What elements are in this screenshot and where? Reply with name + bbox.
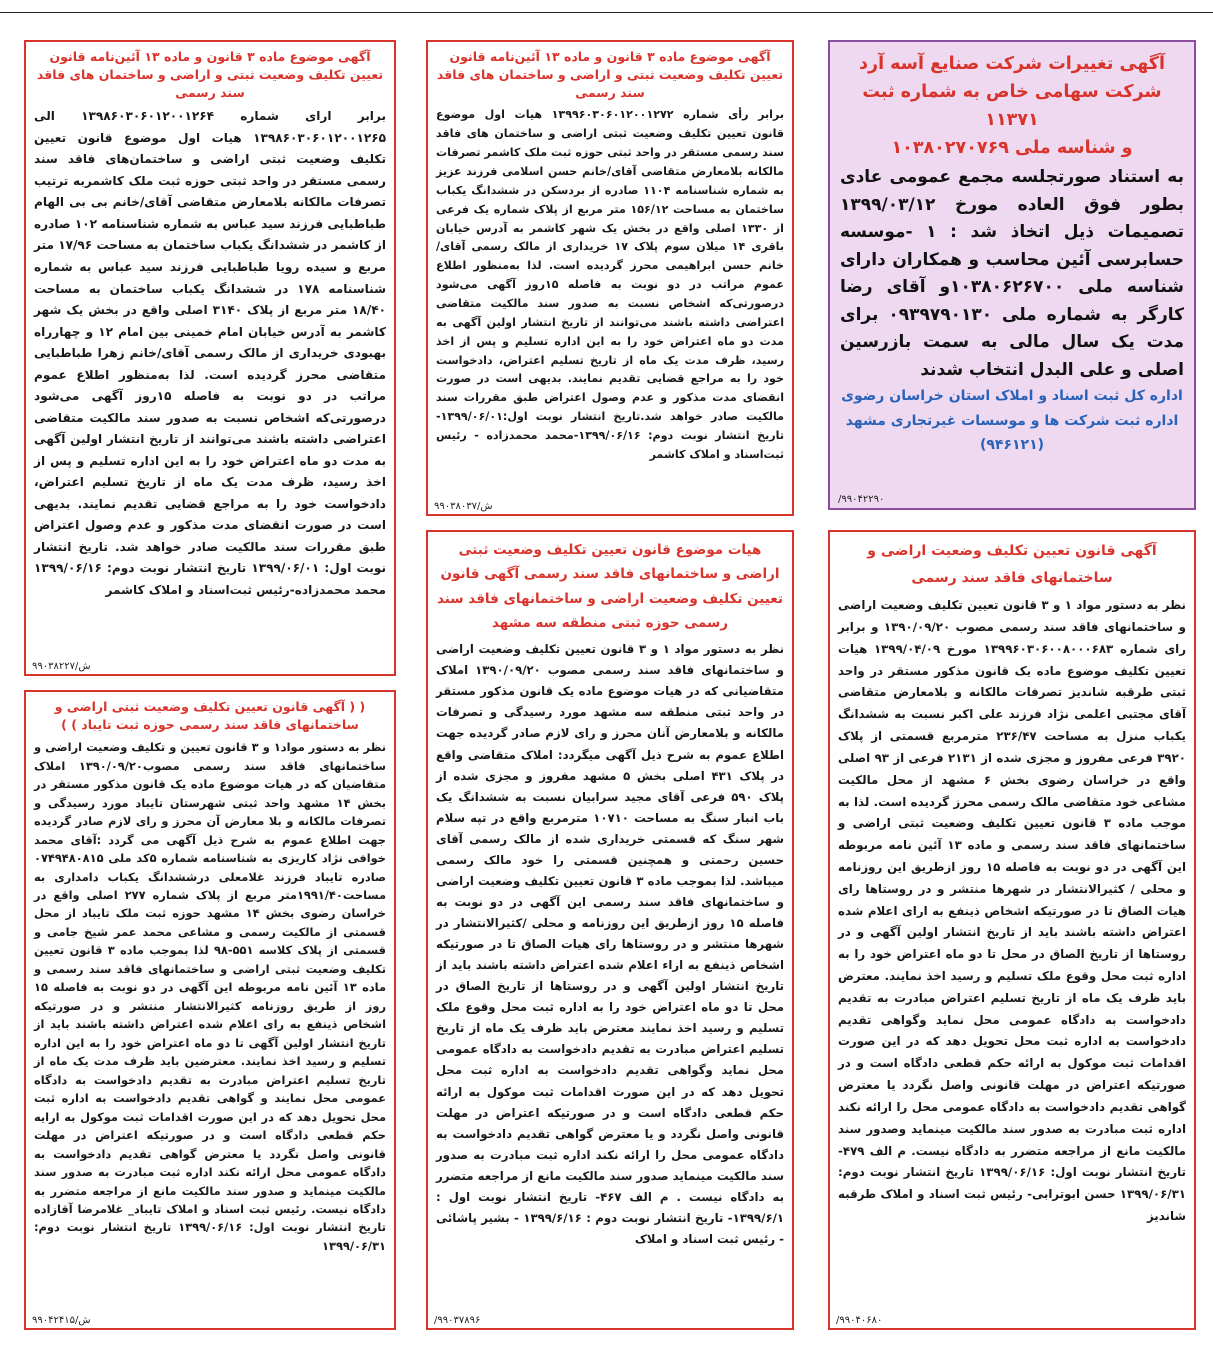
ad-taybad <box>24 690 396 1330</box>
ad-torghabeh-title: آگهی قانون تعیین تکلیف وضعیت اراضی و ساختمانهای فاقد سند رسمی <box>867 543 1157 586</box>
ad-company-change-footer-3: (۹۴۶۱۲۱) <box>979 437 1045 454</box>
ad-kashmar-double-title: آگهی موضوع ماده ۳ قانون و ماده ۱۳ آئین‌نامه قانون تعیین تکلیف وضعیت ثبتی و اراضی و ساختمان های فاقد سند رسمی <box>36 49 384 101</box>
ad-company-change <box>828 40 1196 510</box>
ad-company-change-body: به استناد صورتجلسه مجمع عمومی عادی بطور فوق العاده مورخ ۱۳۹۹/۰۳/۱۲ تصمیمات ذیل اتخاذ شد : ۱ -موسسه حسابرسی آئین محاسب و همکاران دارای شناسه ملی ۱۰۳۸۰۶۲۶۷۰۰و آقای رضا کارگر به شماره ملی ۰۹۳۹۷۹۰۱۳۰ برای مدت یک سال مالی به سمت بازرسین اصلی و علی البدل انتخاب شدند <box>840 167 1184 380</box>
ad-torghabeh-body: نظر به دستور مواد ۱ و ۳ قانون تعیین تکلیف وضعیت اراضی و ساختمانهای فاقد سند رسمی مصوب ۱۳۹۰/۰۹/۲۰ و برابر رای شماره ۱۳۹۹۶۰۳۰۶۰۰۸۰۰۰۶۸۳ مورخ ۱۳۹۹/۰۴/۰۹ هیات تعیین تکلیف موضوع ماده یک قانون مذکور مستقر در واحد ثبتی طرقبه شاندیز تصرفات مالکانه و بلامعارض متقاضی آقای مجتبی اعلمی نژاد فرزند علی اکبر نسبت به ششدانگ یکباب منزل به مساحت ۲۳۶/۴۷ مترمربع قسمتی از پلاک ۳۹۲۰ فرعی مفروز و مجزی شده از ۲۱۳۱ فرعی از ۹۳ اصلی واقع در خراسان رضوی بخش ۶ مشهد از محل مالکیت مشاعی خود متقاضی مالک رسمی محرز گردیده است. لذا به موجب ماده ۳ قانون تعیین تکلیف وضعیت ثبتی اراضی و ساختمانهای فاقد سند رسمی و ماده ۱۳ آئین نامه مربوطه این آگهی در دو نوبت به فاصله ۱۵ روز ازطریق این روزنامه و محلی / کثیرالانتشار در شهرها منتشر و در روستاها رای هیات الصاق تا در صورتیکه اشخاص ذینفع به ارای اعلام شده اعتراض داشته باشند باید از تاریخ انتشار اولین آگهی و در روستاها از تاریخ الصاق در محل تا دو ماه اعتراض خود را به اداره ثبت محل وقوع ملک تسلیم و رسید اخذ نمایند. معترض باید ظرف یک ماه از تاریخ تسلیم اعتراض مبادرت به تقدیم دادخواست به دادگاه عمومی محل نماید وگواهی تقدیم دادخواست به اداره ثبت محل تحویل دهد که در این صورت اقدامات ثبت موکول به ارائه حکم قطعی دادگاه است و در صورتیکه اعتراض در مهلت قانونی واصل نگردد یا معترض گواهی تقدیم دادخواست به دادگاه عمومی محل را ارائه نکند اداره ثبت مبادرت به صدور سند مالکیت مینماید وصدور سند مالکیت مانع از مراجعه متضرر به دادگاه نیست. م الف ۴۷۹- تاریخ انتشار نوبت اول: ۱۳۹۹/۰۶/۱۶ تاریخ انتشار نوبت دوم: ۱۳۹۹/۰۶/۳۱ حسن ابوترابی- رئیس ثبت اسناد و املاک طرقبه شاندیز <box>838 598 1187 1223</box>
ad-company-change-footer-2: اداره ثبت شرکت ها و موسسات غیرتجاری مشهد <box>845 412 1179 429</box>
ad-company-change-title-2: شرکت سهامی خاص به شماره ثبت ۱۱۳۷۱ <box>862 82 1162 130</box>
ad-kashmar-double <box>24 40 396 676</box>
ad-kashmar-single-title: آگهی موضوع ماده ۳ قانون و ماده ۱۳ آئین‌نامه قانون تعیین تکلیف وضعیت ثبتی و اراضی و ساختمان های فاقد سند رسمی <box>436 49 784 101</box>
ad-taybad-code: ش/۹۹۰۴۲۴۱۵ <box>32 1315 91 1326</box>
ad-company-change-title-3: و شناسه ملی ۱۰۳۸۰۲۷۰۷۶۹ <box>891 138 1133 158</box>
ad-kashmar-single <box>426 40 794 516</box>
ad-torghabeh <box>828 530 1196 1330</box>
ad-kashmar-double-body: برابر ارای شماره ۱۳۹۸۶۰۳۰۶۰۱۲۰۰۱۲۶۴ الی ۱۳۹۸۶۰۳۰۶۰۱۲۰۰۱۲۶۵ هیات اول موضوع قانون تعیین تکلیف وضعیت ثبتی اراضی و ساختمان‌های فاقد سند رسمی مستقر در واحد ثبتی حوزه ثبت ملک کاشمربه ترتیب تصرفات مالکانه بلامعارض متقاضی آقای/خانم بی بی الهام طباطبایی فرزند سید عباس به شماره شناسنامه ۱۰۲ صادره از کاشمر در ششدانگ یکباب ساختمان به مساحت ۱۷/۹۶ متر مربع و سیده رویا طباطبایی فرزند سید عباس به شماره شناسنامه ۱۷۸ در ششدانگ یکباب ساختمان به مساحت ۱۸/۴۰ متر مربع از پلاک ۳۱۴۰ اصلی واقع در بخش یک شهر کاشمر به آدرس خیابان امام خمینی بین امام ۱۲ و چهارراه بهبودی خریداری از مالک رسمی آقای/خانم زهرا طباطبایی متقاضی محرز گردیده است. لذا به‌منظور اطلاع عموم مراتب در دو نوبت به فاصله ۱۵روز آگهی می‌شود درصورتی‌که اشخاص نسبت به صدور سند مالکیت متقاضی اعتراضی داشته باشند می‌توانند از تاریخ انتشار اولین آگهی به مدت دو ماه اعتراض خود را به این اداره تسلیم و پس از اخذ رسید، ظرف مدت یک ماه از تاریخ تسلیم اعتراض، دادخواست خود را به مراجع قضایی تقدیم نمایند. بدیهی است در صورت انقضای مدت مذکور و عدم وصول اعتراض طبق مقررات سند مالکیت صادر خواهد شد. تاریخ انتشار نوبت اول: ۱۳۹۹/۰۶/۰۱ تاریخ انتشار نوبت دوم: ۱۳۹۹/۰۶/۱۶ محمد محمدزاده-رئیس ثبت‌اسناد و املاک کاشمر <box>34 109 386 597</box>
ad-kashmar-single-code: ش/۹۹۰۳۸۰۳۷ <box>434 501 493 512</box>
ad-company-change-title-1: آگهی تغییرات شرکت صنایع آسه آرد <box>859 54 1165 74</box>
ad-mashhad-zone3-body: نظر به دستور مواد ۱ و ۳ قانون تعیین تکلیف وضعیت اراضی و ساختمانهای فاقد سند رسمی مصوب ۱۳۹۰/۰۹/۲۰ املاک متقاضیانی که در هیات موضوع ماده یک قانون مذکور مستقر در واحد ثبتی منطقه سه مشهد مورد رسیدگی و تصرفات مالکانه و بلامعارض آنان محرز و رای لازم صادر گردیده جهت اطلاع عموم به شرح ذیل آگهی میگردد: املاک متقاضی واقع در پلاک ۴۳۱ اصلی بخش ۵ مشهد مفروز و مجزی شده از پلاک ۵۹۰ فرعی آقای مجید سرابیان نسبت به ششدانگ یک باب انبار سنگ به مساحت ۱۰۷۱۰ مترمربع واقع در تپه سلام شهر سنگ که قسمتی خریداری شده از مالک رسمی آقای حسین رحمتی و همچنین قسمتی را خود مالک رسمی میباشد. لذا بموجب ماده ۳ قانون تعیین تکلیف وضعیت اراضی و ساختمانهای فاقد سند رسمی این آگهی در دو نوبت به فاصله ۱۵ روز ازطریق این روزنامه و محلی /کثیرالانتشار در شهرها منتشر و در روستاها رای هیات الصاق تا در صورتیکه اشخاص ذینفع به اراء اعلام شده اعتراض داشته باشند باید از تاریخ انتشار اولین آگهی و در روستاها از تاریخ الصاق در محل تا دو ماه اعتراض خود را به اداره ثبت محل وقوع ملک تسلیم و رسید اخذ نمایند معترض باید ظرف یک ماه از تاریخ تسلیم اعتراض مبادرت به تقدیم دادخواست به دادگاه عمومی محل نماید وگواهی تقدیم دادخواست به اداره ثبت محل تحویل دهد که در این صورت اقدامات ثبت موکول به ارائه حکم قطعی دادگاه است و در صورتیکه اعتراض در مهلت قانونی واصل نگردد و یا معترض گواهی تقدیم دادخواست به دادگاه عمومی محل را ارائه نکند اداره ثبت مبادرت به صدور سند مالکیت مینماید صدور سند مالکیت مانع از مراجعه متضرر به دادگاه نیست . م الف ۴۶۷- تاریخ انتشار نوبت اول : ۱۳۹۹/۶/۱- تاریخ انتشار نوبت دوم : ۱۳۹۹/۶/۱۶ - بشیر پاشائی - رئیس ثبت اسناد و املاک <box>436 642 785 1246</box>
ad-kashmar-single-body: برابر رأی شماره ۱۳۹۹۶۰۳۰۶۰۱۲۰۰۱۲۷۲ هیات اول موضوع قانون تعیین تکلیف وضعیت ثبتی اراضی و ساختمان های فاقد سند رسمی مستقر در واحد ثبتی حوزه ثبت ملک کاشمر تصرفات مالکانه بلامعارض متقاضی آقای/خانم حسن اسلامی فرزند عزیز به شماره شناسنامه ۱۱۰۴ صادره از بردسکن در ششدانگ یکباب ساختمان به مساحت ۱۵۶/۱۲ متر مربع از پلاک شماره یک فرعی از ۱۳۳۰ اصلی واقع در بخش یک شهر کاشمر به آدرس خیابان باقری ۱۴ میلان سوم پلاک ۱۷ خریداری از مالک رسمی آقای/خانم حسن ابراهیمی محرز گردیده است. لذا به‌منظور اطلاع عموم مراتب در دو نوبت به فاصله ۱۵روز آگهی می‌شود درصورتی‌که اشخاص نسبت به صدور سند مالکیت متقاضی اعتراضی داشته باشند می‌توانند از تاریخ انتشار اولین آگهی به مدت دو ماه اعتراض خود را به این اداره تسلیم و پس از اخذ رسید، ظرف مدت یک ماه از تاریخ تسلیم اعتراض، دادخواست خود را به مراجع قضایی تقدیم نمایند. بدیهی است در صورت انقضای مدت مذکور و عدم وصول اعتراض طبق مقررات سند مالکیت صادر خواهد شد.تاریخ انتشار نوبت اول:۱۳۹۹/۰۶/۰۱- تاریخ انتشار نوبت دوم: ۱۳۹۹/۰۶/۱۶-محمد محمدزاده - رئیس ثبت‌اسناد و املاک کاشمر <box>436 108 784 461</box>
ad-mashhad-zone3-title: هیات موضوع قانون تعیین تکلیف وضعیت ثبتی اراضی و ساختمانهای فاقد سند رسمی آگهی قانون تعیین تکلیف وضعیت اراضی و ساختمانهای فاقد سند رسمی حوزه ثبتی منطقه سه مشهد <box>436 542 784 631</box>
ad-mashhad-zone3-code: /۹۹۰۳۷۸۹۶ <box>434 1315 481 1326</box>
ad-company-change-footer-1: اداره کل ثبت اسناد و املاک استان خراسان رضوی <box>841 388 1183 405</box>
ad-taybad-body: نظر به دستور مواد۱ و ۳ قانون تعیین و تکلیف وضعیت اراضی و ساختمانهای فاقد سند رسمی مصوب۱۳۹۰/۰۹/۲۰ املاک متقاضیان که در هیات موضوع ماده یک قانون مذکور مستقر در بخش ۱۴ مشهد واحد ثبتی شهرستان تایباد مورد رسیدگی و تصرفات مالکانه و بلا معارض آن محرز و رای لازم صادر گردیده جهت اطلاع عموم به شرح ذیل آگهی می گردد :آقای محمد خوافی نژاد کاریزی به شناسنامه شماره ۵کد ملی ۰۷۴۹۴۸۰۸۱۵ صادره تایباد فرزند غلامعلی درششدانگ یکباب دامداری به مساحت۱۹۹۱/۴۰متر مربع از پلاک شماره ۲۷۷ اصلی واقع در خراسان رضوی بخش ۱۴ مشهد حوزه ثبت ملک تایباد از محل قسمتی از مالکیت رسمی و مشاعی محمد عمر شیخ جامی و قسمتی از پلاک کلاسه ۵۵۱-۹۸ لذا بموجب ماده ۳ قانون تعیین تکلیف وضعیت ثبتی اراضی و ساختمانهای فاقد سند رسمی و ماده ۱۳ آئین نامه مربوطه این آگهی در دو نوبت به فاصله ۱۵ روز از طریق روزنامه کثیرالانتشار منتشر و در صورتیکه اشخاص ذینفع به رای اعلام شده اعتراض داشته باشند باید از تاریخ انتشار اولین آگهی تا دو ماه اعتراض خود را به این اداره تسلیم و رسید اخذ نمایند. معترضین باید ظرف مدت یک ماه از تاریخ تسلیم اعتراض مبادرت به تقدیم دادخواست به دادگاه عمومی محل نمایند و گواهی تقدیم دادخواست به اداره ثبت محل تحویل دهد که در این صورت اقدامات ثبت موکول به ارایه حکم قطعی دادگاه است و در صورتیکه اعتراض در مهلت قانونی واصل نگردد یا معترض گواهی تقدیم دادخواست به دادگاه عمومی محل ارائه نکند اداره ثبت مبادرت به صدور سند مالکیت مینماید و صدور سند مالکیت مانع از مراجعه متضرر به دادگاه نیست. رئیس ثبت اسناد و املاک تایباد_ غلامرضا آقازاده تاریخ انتشار نوبت اول: ۱۳۹۹/۰۶/۱۶ تاریخ انتشار نوبت دوم: ۱۳۹۹/۰۶/۳۱ <box>34 740 387 1253</box>
top-rule <box>0 12 1213 13</box>
ad-kashmar-double-code: ش/۹۹۰۳۸۲۲۷ <box>32 661 91 672</box>
ad-torghabeh-code: /۹۹۰۴۰۶۸۰ <box>836 1315 883 1326</box>
ad-mashhad-zone3 <box>426 530 794 1330</box>
ad-company-change-code: /۹۹۰۴۲۲۹۰ <box>838 494 885 505</box>
ad-taybad-title: ( ( آگهی قانون تعیین تکلیف وضعیت ثبتی اراضی و ساختمانهای فاقد سند رسمی حوزه ثبت تایباد ) ) <box>54 699 366 733</box>
